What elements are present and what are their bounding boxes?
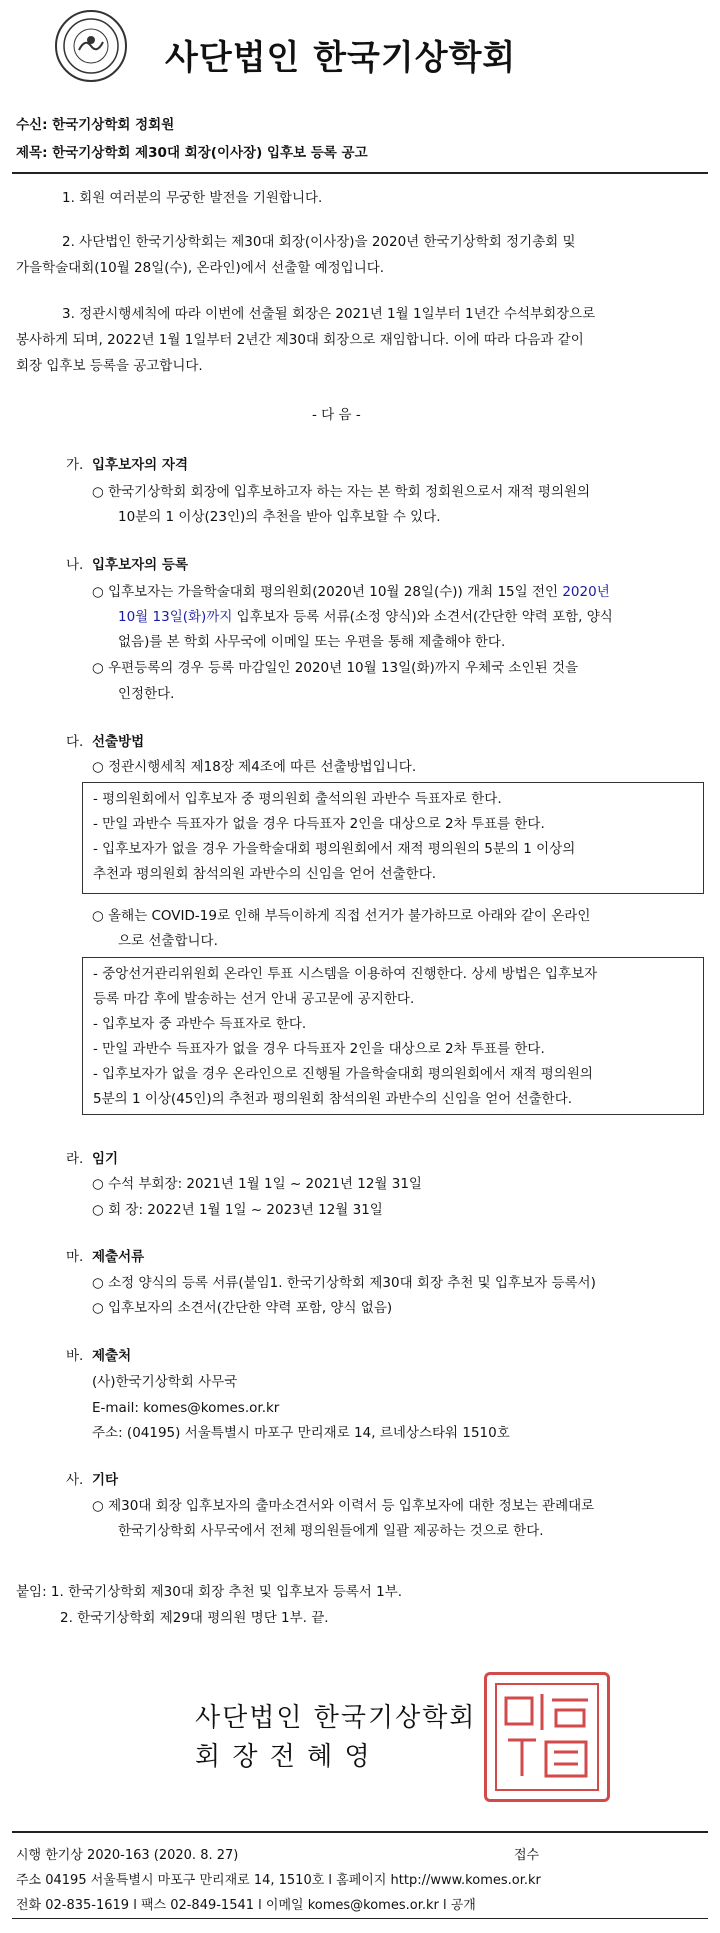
section-sa-title: 기타 — [92, 1472, 119, 1488]
kms-seal-logo-icon — [55, 10, 127, 82]
footer-divider-top — [12, 1831, 708, 1833]
section-ra-marker: 라. — [66, 1151, 84, 1167]
section-na-line-5: 인정한다. — [118, 686, 175, 702]
section-ra-line-1: ○ 수석 부회장: 2021년 1월 1일 ~ 2021년 12월 31일 — [92, 1176, 422, 1192]
section-ba-marker: 바. — [66, 1348, 84, 1364]
rules-box-line-4: 추천과 평의원회 참석의원 과반수의 신임을 얻어 선출한다. — [93, 866, 437, 882]
signature-name: 회 장 전 혜 영 — [195, 1742, 372, 1772]
intro-paragraph-2-line-2: 가을학술대회(10월 28일(수), 온라인)에서 선출할 예정입니다. — [16, 260, 385, 276]
footer-reference: 시행 한기상 2020-163 (2020. 8. 27) — [16, 1848, 239, 1863]
online-box-line-5: - 입후보자가 없을 경우 온라인으로 진행될 가을학술대회 평의원회에서 재적 평의원의 — [93, 1066, 593, 1082]
section-ra-title: 임기 — [92, 1151, 119, 1167]
section-sa-line-1: ○ 제30대 회장 입후보자의 출마소견서와 이력서 등 입후보자에 대한 정보는 관례대로 — [92, 1498, 595, 1514]
red-official-seal-icon — [484, 1672, 610, 1802]
online-box-line-3: - 입후보자 중 과반수 득표자로 한다. — [93, 1016, 307, 1032]
section-sa-marker: 사. — [66, 1472, 84, 1488]
office-name: (사)한국기상학회 사무국 — [92, 1374, 238, 1390]
section-sa-line-2: 한국기상학회 사무국에서 전체 평의원들에게 일괄 제공하는 것으로 한다. — [118, 1523, 544, 1539]
section-na-line-3: 없음)를 본 학회 사무국에 이메일 또는 우편을 통해 제출해야 한다. — [118, 634, 506, 650]
section-ma-title: 제출서류 — [92, 1249, 145, 1265]
section-da-line-3: 으로 선출합니다. — [118, 933, 218, 949]
deadline-highlight-year: 2020년 — [562, 584, 610, 600]
deadline-highlight-date: 10월 13일(화)까지 — [118, 609, 233, 625]
online-box-line-4: - 만일 과반수 득표자가 없을 경우 다득표자 2인을 대상으로 2차 투표를 한다. — [93, 1041, 545, 1057]
section-ma-line-1: ○ 소정 양식의 등록 서류(붙임1. 한국기상학회 제30대 회장 추천 및 입후보자 등록서) — [92, 1275, 596, 1291]
intro-paragraph-2-line-1: 2. 사단법인 한국기상학회는 제30대 회장(이사장)을 2020년 한국기상학회 정기총회 및 — [62, 234, 576, 250]
section-ra-line-2: ○ 회 장: 2022년 1월 1일 ~ 2023년 12월 31일 — [92, 1202, 383, 1218]
section-da-title: 선출방법 — [92, 734, 145, 750]
attachment-line-1: 붙임: 1. 한국기상학회 제30대 회장 추천 및 입후보자 등록서 1부. — [16, 1584, 403, 1600]
footer-contact: 전화 02-835-1619 l 팩스 02-849-1541 l 이메일 komes@komes.or.kr l 공개 — [16, 1898, 476, 1913]
footer-address-homepage: 주소 04195 서울특별시 마포구 만리재로 14, 1510호 l 홈페이지 http://www.komes.or.kr — [16, 1873, 541, 1888]
section-na-line-1-text: ○ 입후보자는 가을학술대회 평의원회(2020년 10월 28일(수)) 개최 15일 전인 — [92, 584, 563, 600]
office-email: E-mail: komes@komes.or.kr — [92, 1400, 280, 1416]
section-ba-title: 제출처 — [92, 1348, 132, 1364]
section-ga-title: 입후보자의 자격 — [92, 457, 188, 473]
intro-paragraph-1: 1. 회원 여러분의 무궁한 발전을 기원합니다. — [62, 190, 323, 206]
section-na-line-4: ○ 우편등록의 경우 등록 마감일인 2020년 10월 13일(화)까지 우체국 소인된 것을 — [92, 660, 579, 676]
section-ga-line-1: ○ 한국기상학회 회장에 입후보하고자 하는 자는 본 학회 정회원으로서 재적 평의원의 — [92, 484, 591, 500]
section-da-line-2: ○ 올해는 COVID-19로 인해 부득이하게 직접 선거가 불가하므로 아래와 같이 온라인 — [92, 908, 591, 924]
office-address: 주소: (04195) 서울특별시 마포구 만리재로 14, 르네상스타워 1510호 — [92, 1425, 510, 1441]
section-ma-line-2: ○ 입후보자의 소견서(간단한 약력 포함, 양식 없음) — [92, 1300, 393, 1316]
section-da-line-1: ○ 정관시행세칙 제18장 제4조에 따른 선출방법입니다. — [92, 759, 417, 775]
section-da-marker: 다. — [66, 734, 84, 750]
section-na-line-2 — [118, 605, 613, 630]
section-ga-marker: 가. — [66, 457, 84, 473]
section-ma-marker: 마. — [66, 1249, 84, 1265]
online-box-line-6: 5분의 1 이상(45인)의 추천과 평의원회 참석의원 과반수의 신임을 얻어 선출한다. — [93, 1091, 573, 1107]
rules-box — [82, 782, 704, 894]
section-na-line-1 — [92, 580, 610, 605]
header-divider — [12, 172, 708, 174]
rules-box-line-1: - 평의원회에서 입후보자 중 평의원회 출석의원 과반수 득표자로 한다. — [93, 791, 502, 807]
online-box-line-2: 등록 마감 후에 발송하는 선거 안내 공고문에 공지한다. — [93, 991, 415, 1007]
da-eum-heading: - 다 음 - — [312, 407, 361, 423]
section-na-marker: 나. — [66, 557, 84, 573]
org-title: 사단법인 한국기상학회 — [165, 38, 517, 78]
rules-box-line-3: - 입후보자가 없을 경우 가을학술대회 평의원회에서 재적 평의원의 5분의 1 이상의 — [93, 841, 576, 857]
section-na-title: 입후보자의 등록 — [92, 557, 188, 573]
rules-box-line-2: - 만일 과반수 득표자가 없을 경우 다득표자 2인을 대상으로 2차 투표를 한다. — [93, 816, 545, 832]
signature-org: 사단법인 한국기상학회 — [195, 1703, 477, 1733]
intro-paragraph-3-line-1: 3. 정관시행세칙에 따라 이번에 선출될 회장은 2021년 1월 1일부터 1년간 수석부회장으로 — [62, 306, 596, 322]
online-election-box — [82, 957, 704, 1115]
section-ga-line-2: 10분의 1 이상(23인)의 추천을 받아 입후보할 수 있다. — [118, 509, 441, 525]
intro-paragraph-3-line-3: 회장 입후보 등록을 공고합니다. — [16, 358, 203, 374]
footer-receipt-label: 접수 — [514, 1848, 540, 1863]
online-box-line-1: - 중앙선거관리위원회 온라인 투표 시스템을 이용하여 진행한다. 상세 방법은 입후보자 — [93, 966, 598, 982]
intro-paragraph-3-line-2: 봉사하게 되며, 2022년 1월 1일부터 2년간 제30대 회장으로 재임합니다. 이에 따라 다음과 같이 — [16, 332, 584, 348]
attachment-line-2: 2. 한국기상학회 제29대 평의원 명단 1부. 끝. — [60, 1610, 329, 1626]
subject-line: 제목: 한국기상학회 제30대 회장(이사장) 입후보 등록 공고 — [16, 145, 368, 161]
recipient-line: 수신: 한국기상학회 정회원 — [16, 117, 175, 133]
footer-divider-bottom — [12, 1918, 708, 1919]
section-na-line-2-text: 입후보자 등록 서류(소정 양식)와 소견서(간단한 약력 포함, 양식 — [232, 609, 613, 625]
